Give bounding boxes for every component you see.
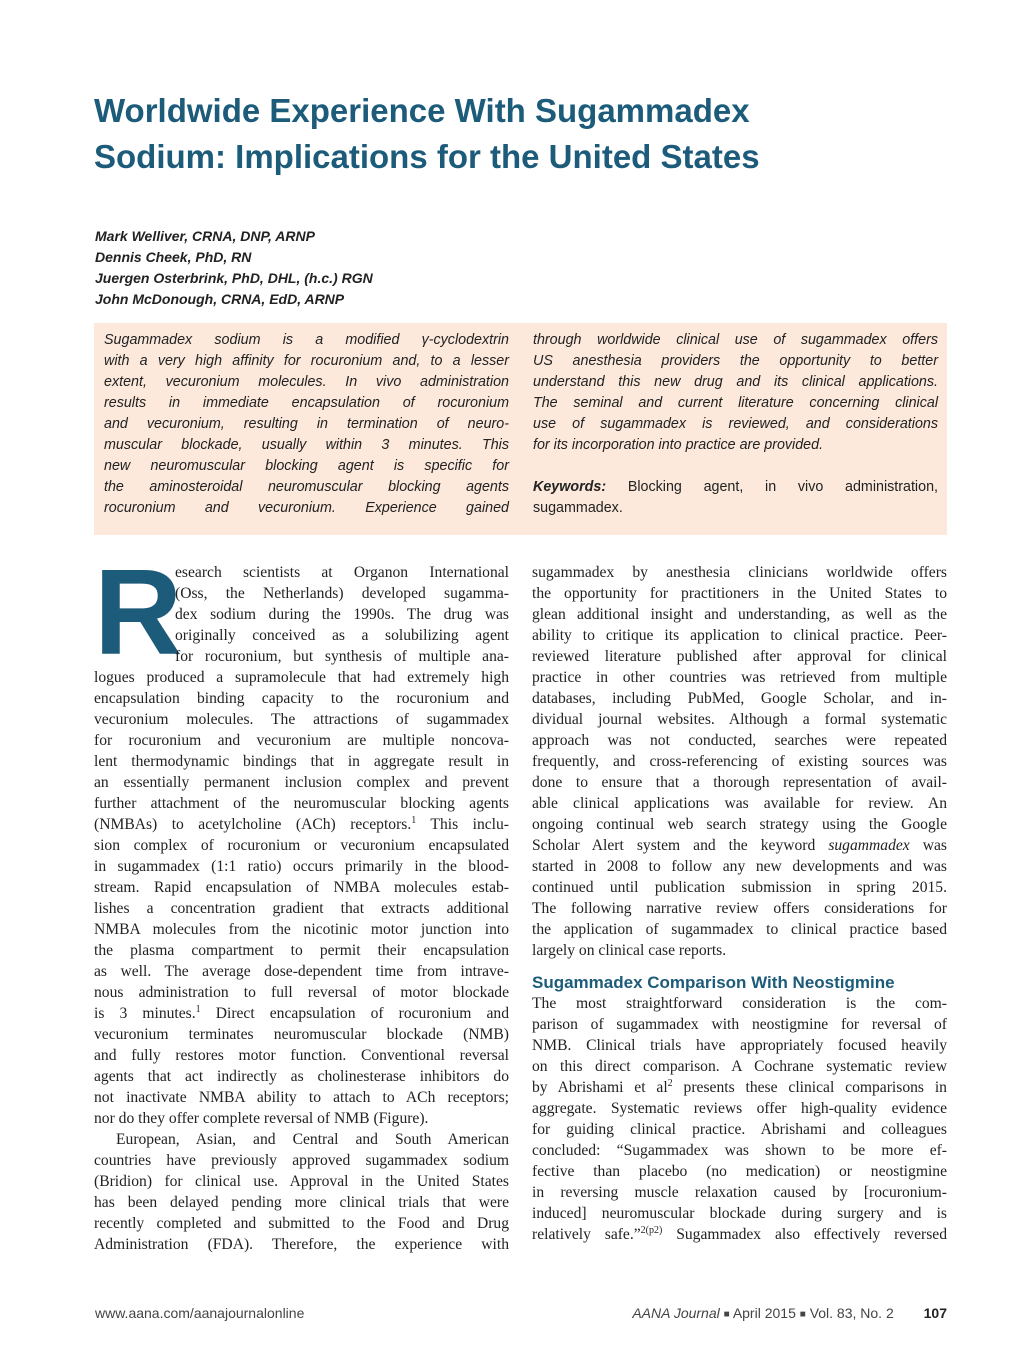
body-line: as well. The average dose-dependent time from intrave- <box>94 963 509 980</box>
citation-ref: 1 <box>195 1004 201 1015</box>
body-line: approach was not conducted, searches were repeated <box>532 732 947 749</box>
body-line: The most straightforward consideration is the com- <box>532 995 947 1012</box>
body-line: glean additional insight and understanding, as well as the <box>532 606 947 623</box>
body-text: Scholar Alert system and the keyword <box>532 837 816 854</box>
body-line: for guiding clinical practice. Abrishami and colleagues <box>532 1121 947 1138</box>
section-heading: Sugammadex Comparison With Neostigmine <box>532 973 895 992</box>
abstract-left-column <box>104 330 509 519</box>
body-right-column <box>532 562 947 1245</box>
abstract-line: use of sugammadex is reviewed, and considerations <box>533 416 938 432</box>
body-line: continued until publication submission in spring 2015. <box>532 879 947 896</box>
body-line: and fully restores motor function. Conventional reversal <box>94 1047 509 1064</box>
body-line: further attachment of the neuromuscular blocking agents <box>94 795 509 812</box>
abstract-line: through worldwide clinical use of sugammadex offers <box>533 332 938 348</box>
body-line: NMB. Clinical trials have appropriately focused heavily <box>532 1037 947 1054</box>
citation-ref: 2 <box>667 1078 673 1089</box>
body-line: dex sodium during the 1990s. The drug was <box>175 606 509 623</box>
body-line: started in 2008 to follow any new developments and was <box>532 858 947 875</box>
body-line: (Oss, the Netherlands) developed sugamma- <box>175 585 509 602</box>
body-line: the opportunity for practitioners in the United States to <box>532 585 947 602</box>
body-line: the plasma compartment to permit their encapsulation <box>94 942 509 959</box>
body-line <box>532 1224 947 1245</box>
body-line: fective than placebo (no medication) or neostigmine <box>532 1163 947 1180</box>
body-left-column <box>94 544 509 1255</box>
body-line: sion complex of rocuronium or vecuronium encapsulated <box>94 837 509 854</box>
abstract-line: results in immediate encapsulation of rocuronium <box>104 395 509 411</box>
body-line: largely on clinical case reports. <box>532 942 727 959</box>
title-line-2: Sodium: Implications for the United States <box>94 138 760 175</box>
body-line: an essentially permanent inclusion complex and prevent <box>94 774 509 791</box>
body-line: dividual journal websites. Although a formal systematic <box>532 711 947 728</box>
journal-name: AANA Journal <box>632 1305 720 1321</box>
author: John McDonough, CRNA, EdD, ARNP <box>95 291 345 307</box>
body-line: in sugammadex (1:1 ratio) occurs primarily in the blood- <box>94 858 509 875</box>
keywords-line: sugammadex. <box>533 500 623 516</box>
body-line <box>94 814 509 835</box>
drop-cap: R <box>94 544 183 680</box>
separator: ■ <box>723 1309 730 1320</box>
body-line: concluded: “Sugammadex was shown to be more ef- <box>532 1142 947 1159</box>
author-list <box>95 226 373 310</box>
body-line: vecuronium terminates neuromuscular blockade (NMB) <box>94 1026 509 1043</box>
body-line: The following narrative review offers considerations for <box>532 900 947 917</box>
body-line: European, Asian, and Central and South American <box>116 1131 509 1148</box>
page-number: 107 <box>923 1305 947 1321</box>
footer-url: www.aana.com/aanajournalonline <box>95 1305 305 1321</box>
body-text: (NMBAs) to acetylcholine (ACh) receptors. <box>94 816 412 833</box>
body-line: sugammadex by anesthesia clinicians worldwide offers <box>532 564 947 581</box>
body-line <box>532 1077 947 1098</box>
body-line: for rocuronium and vecuronium are multiple noncova- <box>94 732 509 749</box>
body-text: presents these clinical comparisons in <box>672 1079 947 1096</box>
body-line: practice in other countries was retrieved from multiple <box>532 669 947 686</box>
citation-ref: 1 <box>411 815 417 826</box>
abstract-line: new neuromuscular blocking agent is specific for <box>104 458 509 474</box>
body-line: able clinical applications was available for review. An <box>532 795 947 812</box>
body-text: Direct encapsulation of rocuronium and <box>200 1005 509 1022</box>
body-text: Sugammadex also effectively reversed <box>662 1226 947 1243</box>
body-line: NMBA molecules from the nicotinic motor junction into <box>94 921 509 938</box>
citation-ref: 2(p2) <box>640 1225 663 1236</box>
body-line: nous administration to full reversal of motor blockade <box>94 984 509 1001</box>
body-line: parison of sugammadex with neostigmine for reversal of <box>532 1016 947 1033</box>
title-line-1: Worldwide Experience With Sugammadex <box>94 92 750 129</box>
body-line: done to ensure that a thorough representation of avail- <box>532 774 947 791</box>
body-line: databases, including PubMed, Google Scholar, and in- <box>532 690 947 707</box>
abstract-line: The seminal and current literature concerning clinical <box>533 395 938 411</box>
abstract-line: US anesthesia providers the opportunity to better <box>533 353 938 369</box>
footer-citation <box>632 1305 947 1325</box>
body-line: esearch scientists at Organon International <box>175 564 509 581</box>
body-line: on this direct comparison. A Cochrane systematic review <box>532 1058 947 1075</box>
body-line: (Bridion) for clinical use. Approval in the United States <box>94 1173 509 1190</box>
abstract-line: Sugammadex sodium is a modified γ-cyclodextrin <box>104 332 509 348</box>
body-line: aggregate. Systematic reviews offer high-quality evidence <box>532 1100 947 1117</box>
abstract-line: the aminosteroidal neuromuscular blocking agents <box>104 479 509 495</box>
body-line: lishes a concentration gradient that extracts additional <box>94 900 509 917</box>
keywords-line <box>533 477 938 498</box>
separator: ■ <box>799 1309 806 1320</box>
body-text: This inclu- <box>416 816 509 833</box>
keyword-italic: sugammadex <box>828 837 910 854</box>
body-line: nor do they offer complete reversal of NMB (Figure). <box>94 1110 429 1127</box>
body-line <box>94 1003 509 1024</box>
volume: Vol. 83, No. 2 <box>809 1305 894 1321</box>
abstract-line: extent, vecuronium molecules. In vivo administration <box>104 374 509 390</box>
body-line: frequently, and cross-referencing of existing sources was <box>532 753 947 770</box>
body-line: ability to critique its application to clinical practice. Peer- <box>532 627 947 644</box>
author: Juergen Osterbrink, PhD, DHL, (h.c.) RGN <box>95 270 373 286</box>
body-line: in reversing muscle relaxation caused by [rocuronium- <box>532 1184 947 1201</box>
body-text: is 3 minutes. <box>94 1005 196 1022</box>
body-line: originally conceived as a solubilizing agent <box>175 627 509 644</box>
abstract-line: for its incorporation into practice are provided. <box>533 437 824 453</box>
keywords-text: Blocking agent, in vivo administration, <box>627 479 938 495</box>
abstract-line: and vecuronium, resulting in termination of neuro- <box>104 416 509 432</box>
keywords-label: Keywords: <box>533 479 607 495</box>
issue-date: April 2015 <box>732 1305 796 1321</box>
body-text: by Abrishami et al <box>532 1079 668 1096</box>
body-line: stream. Rapid encapsulation of NMBA molecules estab- <box>94 879 509 896</box>
body-line: recently completed and submitted to the Food and Drug <box>94 1215 509 1232</box>
body-line: lent thermodynamic bindings that in aggregate result in <box>94 753 509 770</box>
abstract-right-column <box>533 330 938 519</box>
body-line: the application of sugammadex to clinical practice based <box>532 921 947 938</box>
body-line: not inactivate NMBA ability to attach to ACh receptors; <box>94 1089 509 1106</box>
body-text: relatively safe.” <box>532 1226 641 1243</box>
body-line <box>532 835 947 856</box>
abstract-line: muscular blockade, usually within 3 minutes. This <box>104 437 509 453</box>
body-line: induced] neuromuscular blockade during surgery and is <box>532 1205 947 1222</box>
article-title <box>94 88 954 180</box>
abstract-line: with a very high affinity for rocuronium and, to a lesser <box>104 353 509 369</box>
body-line: agents that act indirectly as cholinesterase inhibitors do <box>94 1068 509 1085</box>
body-line: has been delayed pending more clinical trials that were <box>94 1194 509 1211</box>
body-line: for rocuronium, but synthesis of multiple ana- <box>175 648 509 665</box>
body-line: logues produced a supramolecule that had extremely high <box>94 669 509 686</box>
body-line: reviewed literature published after approval for clinical <box>532 648 947 665</box>
body-line: ongoing continual web search strategy using the Google <box>532 816 947 833</box>
author: Mark Welliver, CRNA, DNP, ARNP <box>95 228 315 244</box>
body-line: vecuronium molecules. The attractions of sugammadex <box>94 711 509 728</box>
abstract-line: understand this new drug and its clinical applications. <box>533 374 938 390</box>
body-line: encapsulation binding capacity to the rocuronium and <box>94 690 509 707</box>
body-line: countries have previously approved sugammadex sodium <box>94 1152 509 1169</box>
body-text: was <box>909 837 947 854</box>
body-line: Administration (FDA). Therefore, the experience with <box>94 1236 509 1253</box>
abstract-line: rocuronium and vecuronium. Experience gained <box>104 500 509 516</box>
abstract-spacer <box>533 456 938 477</box>
author: Dennis Cheek, PhD, RN <box>95 249 252 265</box>
